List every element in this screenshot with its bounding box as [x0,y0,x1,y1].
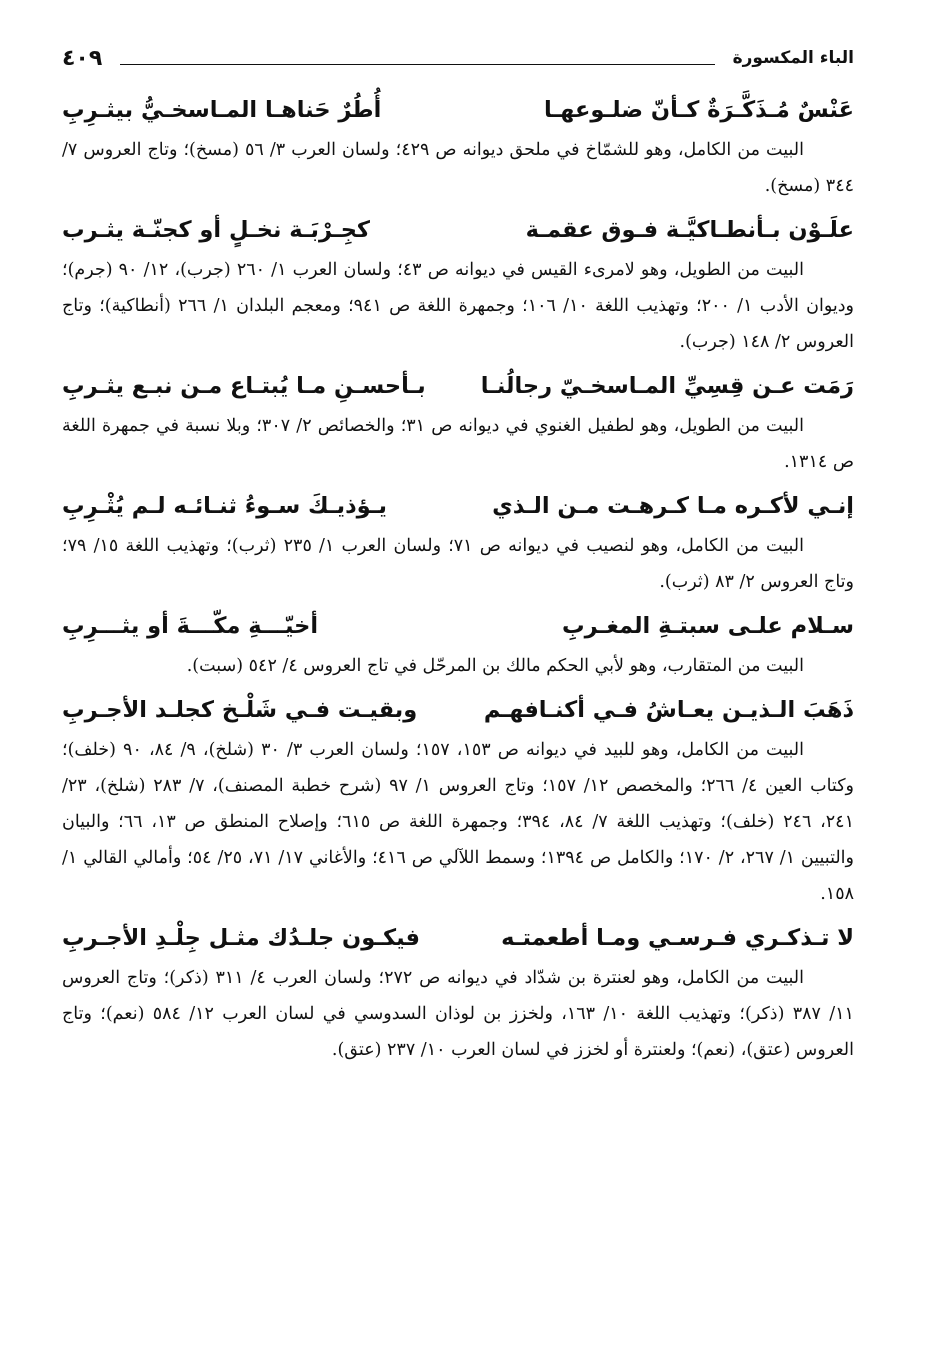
poem-entry [62,210,854,360]
poem-entry [62,366,854,480]
verse-first-hemistich: عَنْسٌ مُـذَكَّـرَةٌ كـأنّ ضلـوعهـا [543,97,854,123]
verse-first-hemistich: إنـي لأكـره مـا كـرهـت مـن الـذي [492,493,854,519]
verse-line [62,606,854,648]
running-head [62,38,854,78]
verse-first-hemistich: سـلام علـى سبتـةِ المغـربِ [562,613,854,639]
verse-line [62,210,854,252]
verse-second-hemistich: أُطُرٌ حَناهـا المـاسخـيُّ بيثـرِبِ [62,97,382,123]
poem-entry [62,486,854,600]
verse-note: البيت من الطويل، وهو لطفيل الغنوي في ديوانه ص ٣١؛ والخصائص ٢/ ٣٠٧؛ وبلا نسبة في جمهرة اللغة ص ١٣١٤. [62,416,854,472]
running-title: الباء المكسورة [732,48,854,68]
verse-note: البيت من الكامل، وهو للبيد في ديوانه ص ١٥٣، ١٥٧؛ ولسان العرب ٣/ ٣٠ (شلخ)، ٩/ ٨٤، ٩٠ (خلف)؛ وكتاب العين ٤/ ٢٦٦؛ والمخصص ١٢/ ١٥٧؛ وتاج العروس ١/ ٩٧ (شرح خطبة المصنف)، ٧/ ٢٨٣ (شلخ)، ٢٣/ ٢٤١، ٢٤٦ (خلف)؛ وتهذيب اللغة ٧/ ٨٤، ٣٩٤؛ وجمهرة اللغة ص ٦١٥؛ وإصلاح المنطق ص ١٣، ٦٦؛ والبيان والتبيين ١/ ٢٦٧، ٢/ ١٧٠؛ والكامل ص ١٣٩٤؛ وسمط اللآلي ص ٤١٦؛ والأغاني ١٧/ ٧١، ٢٥/ ٥٤؛ وأمالي القالي ١/ ١٥٨. [62,740,854,904]
verse-first-hemistich: رَمَت عـن قِسِيِّ المـاسخـيّ رجالُنـا [480,373,854,399]
verse-note: البيت من الكامل، وهو لنصيب في ديوانه ص ٧١؛ ولسان العرب ١/ ٢٣٥ (ثرب)؛ وتهذيب اللغة ١٥/ ٧٩؛ وتاج العروس ٢/ ٨٣ (ثرب). [62,536,854,592]
verse-second-hemistich: يـؤذيـكَ سـوءُ ثنـائـه لـم يُثْـرِبِ [62,493,387,519]
verse-second-hemistich: أخيّـــةِ مكّـــةَ أو يثـــرِبِ [62,613,319,639]
book-page [62,38,854,1338]
verse-first-hemistich: لا تـذكـري فـرسـي ومـا أطعمتـه [501,925,854,951]
verse-first-hemistich: علَـوْن بـأنطـاكيَّـة فـوق عقمـة [525,217,854,243]
verse-line [62,690,854,732]
verse-second-hemistich: فيكـون جلـدُك مثـل جِلْـدِ الأجـربِ [62,925,421,951]
verse-second-hemistich: كجِـرْبَـة نخـلٍ أو كجنّـة يثـرب [62,217,370,243]
verse-note: البيت من الكامل، وهو لعنترة بن شدّاد في ديوانه ص ٢٧٢؛ ولسان العرب ٤/ ٣١١ (ذكر)؛ وتاج العروس ١١/ ٣٨٧ (ذكر)؛ وتهذيب اللغة ١٠/ ١٦٣، ولخزز بن لوذان السدوسي في لسان العرب ١٢/ ٥٨٤ (نعم)؛ وتاج العروس (عتق)، (نعم)؛ ولعنترة أو لخزز في لسان العرب ١٠/ ٢٣٧ (عتق). [62,968,854,1060]
poem-entry [62,90,854,204]
verse-note: البيت من الطويل، وهو لامرىء القيس في ديوانه ص ٤٣؛ ولسان العرب ١/ ٢٦٠ (جرب)، ١٢/ ٩٠ (جرم)؛ وديوان الأدب ١/ ٢٠٠؛ وتهذيب اللغة ١٠/ ١٠٦؛ وجمهرة اللغة ص ٩٤١؛ ومعجم البلدان ١/ ٢٦٦ (أنطاكية)؛ وتاج العروس ٢/ ١٤٨ (جرب). [62,260,854,352]
header-rule [120,64,714,65]
verse-line [62,486,854,528]
verse-line [62,90,854,132]
verse-second-hemistich: بـأحسـنِ مـا يُبتـاع مـن نبـع يثـربِ [62,373,426,399]
verse-note: البيت من الكامل، وهو للشمّاخ في ملحق ديوانه ص ٤٢٩؛ ولسان العرب ٣/ ٥٦ (مسخ)؛ وتاج العروس ٧/ ٣٤٤ (مسخ). [62,140,854,196]
poem-entry [62,918,854,1068]
poem-entry [62,690,854,912]
page-number: ٤٠٩ [62,45,103,71]
verse-first-hemistich: ذَهَبَ الـذيـن يعـاشُ فـي أكنـافهـم [483,697,854,723]
verse-line [62,366,854,408]
verse-line [62,918,854,960]
poem-entry [62,606,854,684]
verse-note: البيت من المتقارب، وهو لأبي الحكم مالك بن المرحّل في تاج العروس ٤/ ٥٤٢ (سبت). [186,656,804,676]
verse-second-hemistich: وبقيـت فـي شَلْـخ كجلـد الأجـربِ [62,697,418,723]
